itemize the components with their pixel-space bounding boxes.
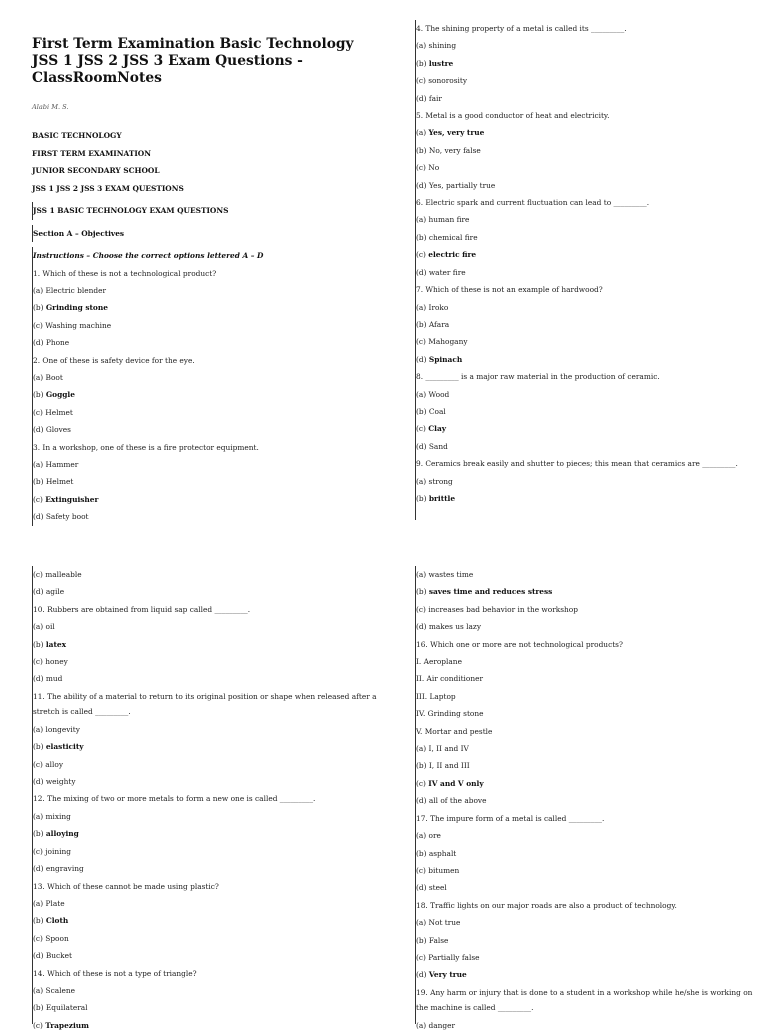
option-line: (b) Equilateral	[33, 1003, 88, 1013]
correct-answer: Cloth	[45, 916, 69, 926]
option-line: (d) Bucket	[33, 951, 72, 961]
option-line: (c) honey	[33, 657, 68, 667]
correct-answer: Trapezium	[45, 1020, 89, 1030]
question-text: 12. The mixing of two or more metals to form a new one is called _________.	[33, 794, 316, 804]
option-letter: (b)	[33, 916, 46, 926]
question-text: 19. Any harm or injury that is done to a student in a workshop while he/she is working on the machine is called _________.	[416, 987, 753, 1012]
option-line: (d) Gloves	[32, 421, 384, 438]
option-line-correct	[416, 246, 756, 263]
option-line-correct	[416, 490, 756, 507]
option-line: (a) Scalene	[33, 985, 76, 995]
option-line: (b) Helmet	[32, 473, 384, 490]
option-line: (c) alloy	[33, 759, 64, 769]
correct-answer: Goggle	[45, 390, 75, 400]
option-letter: (b)	[33, 390, 46, 400]
option-line: (a) Wood	[416, 389, 450, 399]
option-letter: (b)	[33, 303, 46, 313]
section-heading: JSS 1 BASIC TECHNOLOGY EXAM QUESTIONS	[32, 202, 384, 219]
correct-answer: alloying	[45, 829, 79, 839]
option-letter: (b)	[33, 742, 46, 752]
option-line: IV. Grinding stone	[416, 709, 484, 719]
option-line: (b) asphalt	[416, 848, 457, 858]
correct-answer: Very true	[428, 970, 467, 980]
question-list	[33, 566, 385, 1034]
option-line: (d) Phone	[32, 334, 384, 351]
option-line: (c) bitumen	[416, 865, 460, 875]
option-line: (b) I, II and III	[416, 761, 470, 771]
option-line: (d) agile	[33, 587, 65, 597]
column-top-right	[415, 20, 756, 520]
question-list	[32, 265, 384, 526]
option-line: II. Air conditioner	[416, 674, 484, 684]
question-text: 6. Electric spark and current fluctuation can lead to _________.	[416, 198, 650, 208]
page-title: First Term Examination Basic Technology JSS 1 JSS 2 JSS 3 Exam Questions - ClassRoomNotes	[32, 36, 354, 86]
option-line: (d) engraving	[33, 864, 84, 874]
option-line: (d) Sand	[416, 441, 448, 451]
option-line: (d) Yes, partially true	[416, 180, 496, 190]
page-bottom	[0, 560, 768, 1030]
option-line: (d) weighty	[33, 777, 76, 787]
question-text: 14. Which of these is not a type of triangle?	[33, 968, 197, 978]
option-line: (b) Afara	[416, 319, 450, 329]
meta-term: FIRST TERM EXAMINATION	[32, 148, 151, 158]
option-line: (d) steel	[416, 883, 447, 893]
option-line: (c) Helmet	[32, 404, 384, 421]
option-line: III. Laptop	[416, 691, 456, 701]
option-line: (d) Safety boot	[32, 508, 384, 525]
option-line: (a) I, II and IV	[416, 744, 469, 754]
option-line-correct	[416, 124, 756, 141]
correct-answer: elasticity	[45, 742, 84, 752]
question-text: 17. The impure form of a metal is called _________.	[416, 813, 605, 823]
question-text: 3. In a workshop, one of these is a fire protector equipment.	[32, 439, 384, 456]
option-line-correct	[33, 912, 385, 929]
option-line: (b) No, very false	[416, 145, 481, 155]
option-line: (a) danger	[416, 1020, 456, 1030]
option-letter: (a)	[416, 128, 429, 138]
question-text: 4. The shining property of a metal is called its _________.	[416, 24, 627, 33]
option-line: (a) Electric blender	[32, 282, 384, 299]
meta-school: JUNIOR SECONDARY SCHOOL	[32, 166, 160, 176]
question-text: 8. _________ is a major raw material in the production of ceramic.	[416, 372, 660, 382]
question-text: 9. Ceramics break easily and shutter to pieces; this mean that ceramics are _________.	[416, 459, 738, 469]
option-line: (d) makes us lazy	[416, 622, 481, 632]
correct-answer: saves time and reduces stress	[428, 587, 553, 597]
question-text: 7. Which of these is not an example of hardwood?	[416, 285, 603, 295]
option-line: (a) mixing	[33, 811, 71, 821]
option-line-correct	[416, 420, 756, 437]
option-letter: (c)	[33, 494, 46, 504]
question-text: 13. Which of these cannot be made using plastic?	[33, 881, 219, 891]
option-letter: (b)	[416, 493, 429, 503]
option-line: (a) human fire	[416, 215, 470, 225]
correct-answer: Yes, very true	[428, 128, 485, 138]
question-text: 16. Which one or more are not technological products?	[416, 639, 623, 649]
option-letter: (b)	[33, 639, 46, 649]
option-line: (a) wastes time	[416, 570, 474, 579]
option-line: (d) mud	[33, 674, 63, 684]
question-text: 11. The ability of a material to return to its original position or shape when released after a stretch is called _________.	[33, 691, 377, 716]
question-list	[416, 566, 756, 1034]
option-line-correct	[32, 299, 384, 316]
option-line: (b) False	[416, 935, 449, 945]
option-line: (c) sonorosity	[416, 76, 467, 86]
correct-answer: IV and V only	[428, 778, 484, 788]
meta-classes: JSS 1 JSS 2 JSS 3 EXAM QUESTIONS	[32, 183, 184, 193]
option-line: (a) oil	[33, 622, 55, 632]
option-line-correct	[32, 491, 384, 508]
option-line-correct	[33, 738, 385, 755]
option-line: (c) increases bad behavior in the workshop	[416, 604, 578, 614]
option-line-correct	[33, 1017, 385, 1034]
correct-answer: electric fire	[428, 250, 477, 260]
option-line: (a) Not true	[416, 918, 461, 928]
correct-answer: Grinding stone	[45, 303, 108, 313]
option-line-correct	[416, 55, 756, 72]
meta-subject: BASIC TECHNOLOGY	[32, 131, 122, 140]
option-line: (c) Mahogany	[416, 337, 468, 347]
option-letter: (b)	[33, 829, 46, 839]
option-line: (c) Spoon	[33, 933, 69, 943]
question-text: 10. Rubbers are obtained from liquid sap called _________.	[33, 604, 251, 614]
option-letter: (d)	[416, 970, 429, 980]
option-line: (c) Washing machine	[32, 317, 384, 334]
question-text: 5. Metal is a good conductor of heat and electricity.	[416, 111, 610, 121]
option-line: (c) Partially false	[416, 952, 480, 962]
option-line: (d) fair	[416, 93, 442, 103]
option-line-correct	[32, 386, 384, 403]
option-line: (d) all of the above	[416, 796, 487, 806]
option-line: (a) Iroko	[416, 302, 449, 312]
option-line: (a) Hammer	[32, 456, 384, 473]
instructions: Instructions – Choose the correct options lettered A – D	[32, 247, 384, 264]
option-line: (b) Coal	[416, 406, 446, 416]
option-letter: (c)	[416, 424, 429, 434]
option-line-correct	[33, 636, 385, 653]
option-line: (c) No	[416, 163, 440, 173]
option-line: (d) water fire	[416, 267, 466, 277]
option-line: (a) ore	[416, 831, 441, 841]
option-line: V. Mortar and pestle	[416, 726, 493, 736]
option-letter: (d)	[416, 354, 429, 364]
question-list	[416, 20, 756, 507]
option-line: (a) Plate	[33, 898, 65, 908]
option-line-correct	[416, 583, 756, 600]
option-line-correct	[416, 351, 756, 368]
option-line: (a) longevity	[33, 724, 80, 734]
option-letter: (c)	[416, 778, 429, 788]
option-line: (c) malleable	[33, 570, 82, 579]
option-line: I. Aeroplane	[416, 657, 462, 667]
option-line-correct	[416, 775, 756, 792]
option-letter: (b)	[416, 587, 429, 597]
correct-answer: latex	[45, 639, 66, 649]
option-line-correct	[33, 825, 385, 842]
question-text: 1. Which of these is not a technological product?	[32, 265, 384, 282]
correct-answer: Spinach	[428, 354, 463, 364]
option-line: (c) joining	[33, 846, 71, 856]
question-text: 2. One of these is safety device for the eye.	[32, 352, 384, 369]
option-letter: (b)	[416, 58, 429, 68]
column-top-left	[32, 36, 384, 526]
option-line: (a) shining	[416, 41, 457, 51]
option-line: (a) Boot	[32, 369, 384, 386]
correct-answer: Clay	[428, 424, 447, 434]
option-letter: (c)	[33, 1020, 46, 1030]
option-line-correct	[416, 966, 756, 983]
question-text: 18. Traffic lights on our major roads are also a product of technology.	[416, 900, 677, 910]
column-bottom-right	[415, 566, 756, 1030]
section-title: Section A – Objectives	[32, 225, 384, 242]
option-line: (a) strong	[416, 476, 453, 486]
correct-answer: lustre	[428, 58, 454, 68]
column-bottom-left	[32, 566, 385, 1030]
option-line: (b) chemical fire	[416, 232, 478, 242]
correct-answer: Extinguisher	[45, 494, 99, 504]
correct-answer: brittle	[428, 493, 456, 503]
option-letter: (c)	[416, 250, 429, 260]
author: Alabi M. S.	[32, 103, 69, 111]
